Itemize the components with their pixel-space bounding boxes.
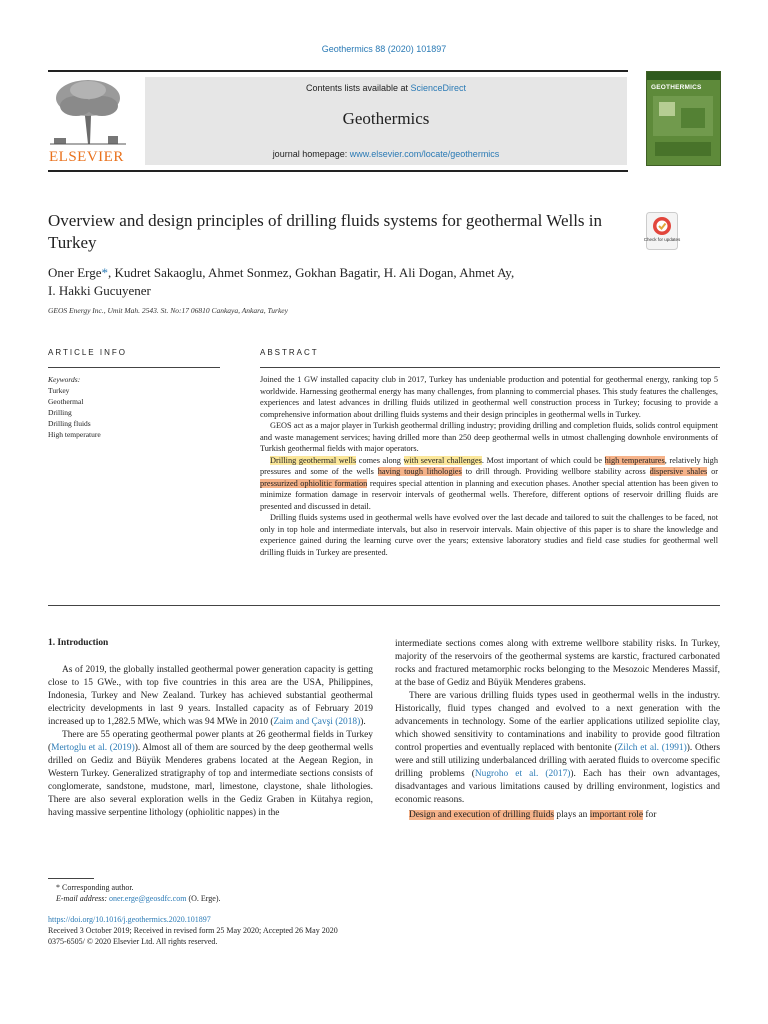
badge-label: Check for updates [643,237,681,242]
journal-citation-link[interactable]: Geothermics 88 (2020) 101897 [321,44,447,54]
copyright: 0375-6505/ © 2020 Elsevier Ltd. All rights reserved. [48,937,218,946]
authors-rest: , Kudret Sakaoglu, Ahmet Sonmez, Gokhan Bagatir, H. Ali Dogan, Ahmet Ay, [108,265,515,280]
body-paragraph [48,729,373,820]
text-run: requires special attention in planning and execution phases. Another special attention has been given to minimize formation damage in reservoir intervals of geothermal wells. Therefore, different options of reservoir drilling fluids are presented and discussed in detail. [260,478,718,511]
body-paragraph-highlighted [395,809,720,822]
keyword-item: Geothermal [48,397,84,406]
keyword-item: High temperature [48,430,101,439]
article-footer [48,914,338,947]
abstract-heading: ABSTRACT [260,348,319,357]
text-run: , relatively high pressures and some of the wells [260,455,718,476]
highlight-orange[interactable]: important role [589,810,644,820]
cover-artwork [647,72,720,165]
reference-link[interactable]: Mertoglu et al. (2019) [51,743,135,753]
author-list [48,264,648,300]
highlight-orange[interactable]: pressurized ophiolitic formation [260,478,368,488]
email-link[interactable]: oner.erge@geosdfc.com [109,894,187,903]
keywords-list [48,374,101,440]
journal-homepage-link[interactable]: www.elsevier.com/locate/geothermics [349,149,500,159]
keywords-label: Keywords: [48,375,81,384]
corresponding-author-mark[interactable]: * [101,265,109,280]
abstract-bottom-rule [48,605,720,606]
header-rule-bottom [48,170,628,172]
article-info-rule [48,367,220,368]
affiliation: GEOS Energy Inc., Umit Mah. 2543. St. No:17 06810 Cankaya, Ankara, Turkey [48,306,288,315]
body-paragraph: intermediate sections comes along with extreme wellbore stability risks. In Turkey, majority of the reservoirs of the geothermal systems are karstic, fractured carbonated rocks and fractured metamorphic rocks belonging to the Mesozoic Menderes Massif, at the base of Gediz and Büyük Menderes grabens. [395,639,720,688]
journal-cover-image [646,71,721,166]
sciencedirect-link[interactable]: ScienceDirect [410,83,467,93]
homepage-prefix: journal homepage: [272,149,350,159]
body-column-left [48,664,373,820]
text-run: ). Others were and still utilizing underbalanced drilling with aerated fluids to overcome specific drilling problems ( [395,743,720,779]
check-for-updates-icon[interactable] [643,212,681,250]
contents-line [145,83,627,93]
reference-link[interactable]: Zaim and Çavşi (2018) [273,717,361,727]
text-run: for [643,810,657,820]
email-line [48,893,221,904]
body-paragraph [395,690,720,807]
article-title: Overview and design principles of drilling fluids systems for geothermal Wells in Turkey [48,211,603,252]
highlight-orange[interactable]: having tough lithologies [377,467,462,476]
text-run: As of 2019, the globally installed geothermal power generation capacity is getting close to 15 GWe., with top five countries in this area are the USA, Philippines, Indonesia, Turkey and New Zealand. Turkey has achieved substantial geothermal electricity developments in last 9 years. Installed capacity as of February 2019 increased up to 1,282.5 MWe, which was 94 MWe in 2010 ( [48,665,373,727]
keyword-item: Turkey [48,386,70,395]
article-info-heading: ARTICLE INFO [48,348,127,357]
text-run: There are various drilling fluids types used in geothermal wells in the industry. Historically, fluid types changed and evolved to a next generation with the advancements in technology. Some of the earlier applications utilized sepiolite clay, which showed sensitivity to contaminations and inability to provide good filtration control properties and eventually replaced with bentonite ( [395,691,720,753]
doi-link[interactable]: https://doi.org/10.1016/j.geothermics.2020.101897 [48,915,211,924]
authors-line-2: I. Hakki Gucuyener [48,283,151,298]
abstract-body [260,374,718,558]
abstract-paragraph: Joined the 1 GW installed capacity club in 2017, Turkey has undeniable production and potential for geothermal energy, ranking top 5 worldwide. Harnessing geothermal energy has many challenges, from planning to commercial phases. This study features the challenges, experiences and latest advances in drilling fluids utilized in geothermal well construction process in Turkey; focusing to provide a comprehensive information about drilling fluids systems and their design principles in geothermal wells in Turkey. [260,375,718,419]
text-run: plays an [554,810,590,820]
keyword-item: Drilling fluids [48,419,91,428]
text-run: ). Each has their own advantages, disadvantages and various limitations caused by drilling environment, logistics and economic reasons. [395,769,720,805]
cover-title: GEOTHERMICS [651,84,702,91]
reference-link[interactable]: Nugroho et al. (2017) [474,769,571,779]
highlight-orange[interactable]: dispersive shales [649,467,708,476]
reference-link[interactable]: Zilch et al. (1991) [617,743,687,753]
body-column-right [395,638,720,822]
body-paragraph [48,664,373,729]
email-label: E-mail address: [56,894,110,903]
abstract-rule [260,367,720,368]
highlight-yellow[interactable]: with several challenges [403,455,482,465]
text-run: ). Almost all of them are sourced by the deep geothermal wells drilled on Gediz and Büyük Menderes grabens located at the Aegean Region, in Western Turkey. Generalized stratigraphy of top and intermediate sections consists of conglomerate, sandstone, mudstone, marl, limestone, claystone, shale lithologies. There are also several exploration wells in the Gediz Graben in Kütahya region, having massive serpentine lithology (ophiolitic nappes) in the [48,743,373,818]
elsevier-wordmark: ELSEVIER [49,149,124,165]
homepage-line [145,149,627,159]
text-run: comes along [356,455,404,465]
footnote [48,882,221,904]
journal-banner [145,77,627,165]
received-dates: Received 3 October 2019; Received in revised form 25 May 2020; Accepted 26 May 2020 [48,926,338,935]
contents-prefix: Contents lists available at [305,83,411,93]
text-run: There are 55 operating geothermal power plants at 26 geothermal fields in Turkey ( [48,730,373,753]
abstract-paragraph: GEOS act as a major player in Turkish geothermal drilling industry; providing drilling and completion fluids, solids control equipment and waste management services; having drilled more than 250 deep geothermal wells in utmost challenging downhole environments of Turkish geothermal fields with major operators. [260,421,718,453]
author-corresponding[interactable]: Oner Erge [48,265,102,280]
text-run: ). [360,717,366,727]
highlight-orange[interactable]: high temperatures [604,455,665,465]
highlight-orange[interactable]: Design and execution of drilling fluids [409,810,555,820]
abstract-paragraph: Drilling fluids systems used in geothermal wells have evolved over the last decade and tailored to suit the challenges to be faced, not only in top hole and intermediate intervals, but also in reservoir intervals. Main objective of this paper is to share the knowledge and experience gained during the learning curve over the years; extensive laboratory studies and field case studies for geothermal well drilling fluids in Turkey are presented. [260,513,718,557]
text-run: to drill through. Providing wellbore stability across [461,467,650,476]
header-rule-top [48,70,628,72]
text-run: or [707,467,718,476]
section-heading-introduction: 1. Introduction [48,638,109,648]
footnote-rule [48,878,94,879]
corresponding-note: * Corresponding author. [56,883,134,892]
abstract-paragraph-highlighted [260,455,718,513]
text-run: . Most important of which could be [481,455,605,465]
journal-name: Geothermics [342,109,430,128]
keyword-item: Drilling [48,408,72,417]
highlight-yellow[interactable]: Drilling geothermal wells [270,455,357,465]
email-suffix: (O. Erge). [186,894,221,903]
